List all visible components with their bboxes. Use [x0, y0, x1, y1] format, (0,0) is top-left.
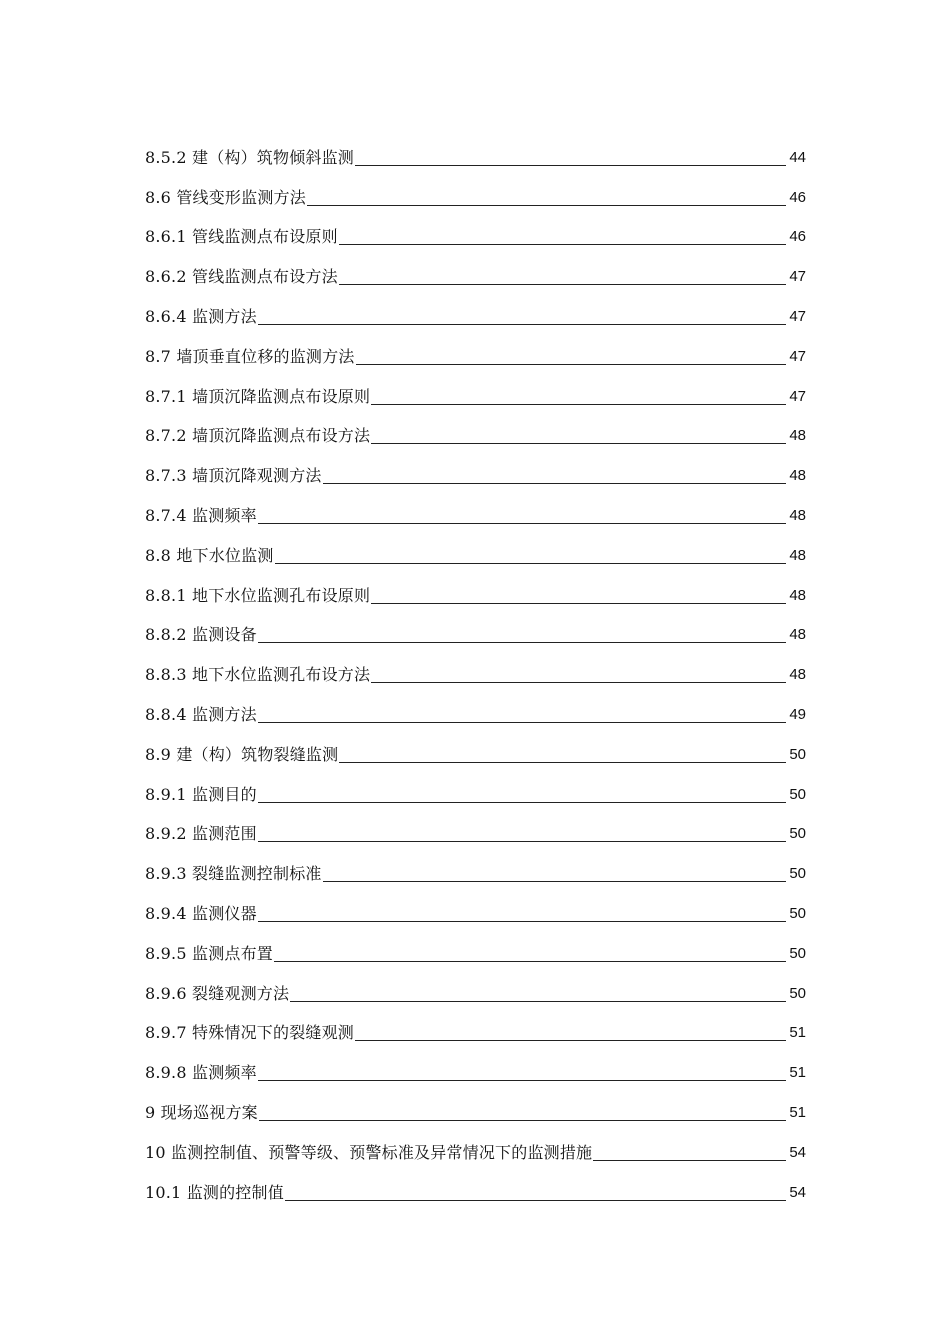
toc-leader-line	[323, 483, 786, 484]
toc-leader-line	[593, 1160, 786, 1161]
toc-leader-line	[339, 244, 786, 245]
toc-leader-line	[307, 205, 786, 206]
toc-entry-page: 51	[789, 1064, 806, 1082]
toc-entry-title: 8.6.4 监测方法	[145, 306, 257, 326]
toc-entry-page: 48	[789, 626, 806, 644]
toc-entry-title: 8.8.4 监测方法	[145, 704, 257, 724]
toc-leader-line	[258, 1080, 786, 1081]
toc-entry-page: 48	[789, 506, 806, 524]
toc-entry[interactable]	[145, 260, 806, 300]
toc-entry[interactable]	[145, 579, 806, 619]
toc-leader-line	[258, 921, 786, 922]
toc-entry-title: 8.9 建（构）筑物裂缝监测	[145, 744, 339, 764]
toc-entry[interactable]	[145, 619, 806, 659]
toc-entry-page: 50	[789, 944, 806, 962]
toc-entry-page: 48	[789, 546, 806, 564]
toc-leader-line	[355, 1040, 786, 1041]
toc-leader-line	[285, 1200, 786, 1201]
toc-entry[interactable]	[145, 658, 806, 698]
toc-leader-line	[258, 802, 786, 803]
toc-entry-title: 8.6.1 管线监测点布设原则	[145, 227, 338, 247]
toc-entry-page: 50	[789, 865, 806, 883]
toc-entry-title: 8.7.2 墙顶沉降监测点布设方法	[145, 426, 371, 446]
toc-entry-page: 46	[789, 228, 806, 246]
toc-entry-page: 50	[789, 785, 806, 803]
toc-leader-line	[356, 364, 786, 365]
toc-entry[interactable]	[145, 857, 806, 897]
toc-leader-line	[339, 762, 786, 763]
toc-leader-line	[258, 841, 786, 842]
toc-entry-title: 8.6 管线变形监测方法	[145, 187, 306, 207]
table-of-contents	[145, 141, 806, 1216]
toc-leader-line	[275, 563, 786, 564]
toc-entry-title: 8.9.3 裂缝监测控制标准	[145, 864, 322, 884]
toc-entry-page: 54	[789, 1183, 806, 1201]
toc-leader-line	[355, 165, 786, 166]
toc-entry-title: 8.9.2 监测范围	[145, 824, 257, 844]
toc-leader-line	[339, 284, 786, 285]
toc-leader-line	[371, 404, 786, 405]
toc-leader-line	[371, 443, 786, 444]
toc-entry[interactable]	[145, 380, 806, 420]
toc-entry-title: 10.1 监测的控制值	[145, 1182, 284, 1202]
toc-leader-line	[371, 603, 786, 604]
toc-entry[interactable]	[145, 141, 806, 181]
toc-entry-title: 8.8.2 监测设备	[145, 625, 257, 645]
toc-entry-title: 9 现场巡视方案	[145, 1102, 258, 1122]
toc-entry-title: 8.9.7 特殊情况下的裂缝观测	[145, 1023, 354, 1043]
toc-entry-title: 10 监测控制值、预警等级、预警标准及异常情况下的监测措施	[145, 1142, 593, 1162]
toc-entry-page: 51	[789, 1103, 806, 1121]
toc-entry[interactable]	[145, 977, 806, 1017]
toc-leader-line	[259, 1120, 786, 1121]
toc-entry-page: 50	[789, 745, 806, 763]
toc-entry[interactable]	[145, 937, 806, 977]
toc-entry[interactable]	[145, 1056, 806, 1096]
toc-entry-title: 8.7.1 墙顶沉降监测点布设原则	[145, 386, 371, 406]
toc-entry-page: 47	[789, 387, 806, 405]
toc-entry-title: 8.6.2 管线监测点布设方法	[145, 267, 338, 287]
toc-entry-page: 48	[789, 586, 806, 604]
toc-entry[interactable]	[145, 778, 806, 818]
toc-entry[interactable]	[145, 420, 806, 460]
toc-entry-page: 51	[789, 1024, 806, 1042]
toc-entry-title: 8.5.2 建（构）筑物倾斜监测	[145, 147, 354, 167]
toc-entry[interactable]	[145, 1017, 806, 1057]
toc-leader-line	[258, 523, 786, 524]
toc-entry-title: 8.7.4 监测频率	[145, 505, 257, 525]
toc-entry-page: 48	[789, 666, 806, 684]
toc-entry[interactable]	[145, 818, 806, 858]
toc-entry-page: 47	[789, 347, 806, 365]
toc-entry-page: 50	[789, 984, 806, 1002]
toc-entry[interactable]	[145, 738, 806, 778]
toc-entry[interactable]	[145, 698, 806, 738]
toc-entry[interactable]	[145, 539, 806, 579]
toc-leader-line	[258, 722, 786, 723]
toc-entry-title: 8.7.3 墙顶沉降观测方法	[145, 466, 322, 486]
toc-entry[interactable]	[145, 221, 806, 261]
toc-entry-title: 8.9.4 监测仪器	[145, 903, 257, 923]
toc-leader-line	[323, 881, 786, 882]
toc-entry[interactable]	[145, 1096, 806, 1136]
toc-leader-line	[274, 961, 786, 962]
toc-entry-title: 8.9.6 裂缝观测方法	[145, 983, 290, 1003]
toc-entry-page: 50	[789, 904, 806, 922]
toc-entry-title: 8.9.5 监测点布置	[145, 943, 273, 963]
toc-entry-page: 48	[789, 467, 806, 485]
toc-entry-page: 50	[789, 825, 806, 843]
toc-entry[interactable]	[145, 1136, 806, 1176]
toc-entry-page: 54	[789, 1143, 806, 1161]
toc-entry-page: 47	[789, 307, 806, 325]
toc-entry-page: 47	[789, 268, 806, 286]
toc-entry-page: 48	[789, 427, 806, 445]
toc-entry-page: 46	[789, 188, 806, 206]
toc-entry-title: 8.9.1 监测目的	[145, 784, 257, 804]
toc-leader-line	[290, 1001, 786, 1002]
toc-entry[interactable]	[145, 499, 806, 539]
toc-entry-title: 8.8 地下水位监测	[145, 545, 274, 565]
toc-entry[interactable]	[145, 1176, 806, 1216]
toc-entry[interactable]	[145, 897, 806, 937]
toc-entry[interactable]	[145, 300, 806, 340]
toc-entry[interactable]	[145, 459, 806, 499]
toc-leader-line	[258, 324, 786, 325]
toc-entry-page: 44	[789, 148, 806, 166]
toc-entry-page: 49	[789, 705, 806, 723]
toc-entry-title: 8.8.3 地下水位监测孔布设方法	[145, 665, 371, 685]
toc-entry[interactable]	[145, 340, 806, 380]
toc-entry-title: 8.7 墙顶垂直位移的监测方法	[145, 346, 355, 366]
toc-entry-title: 8.8.1 地下水位监测孔布设原则	[145, 585, 371, 605]
toc-leader-line	[371, 682, 786, 683]
toc-leader-line	[258, 642, 786, 643]
toc-entry[interactable]	[145, 181, 806, 221]
toc-entry-title: 8.9.8 监测频率	[145, 1063, 257, 1083]
